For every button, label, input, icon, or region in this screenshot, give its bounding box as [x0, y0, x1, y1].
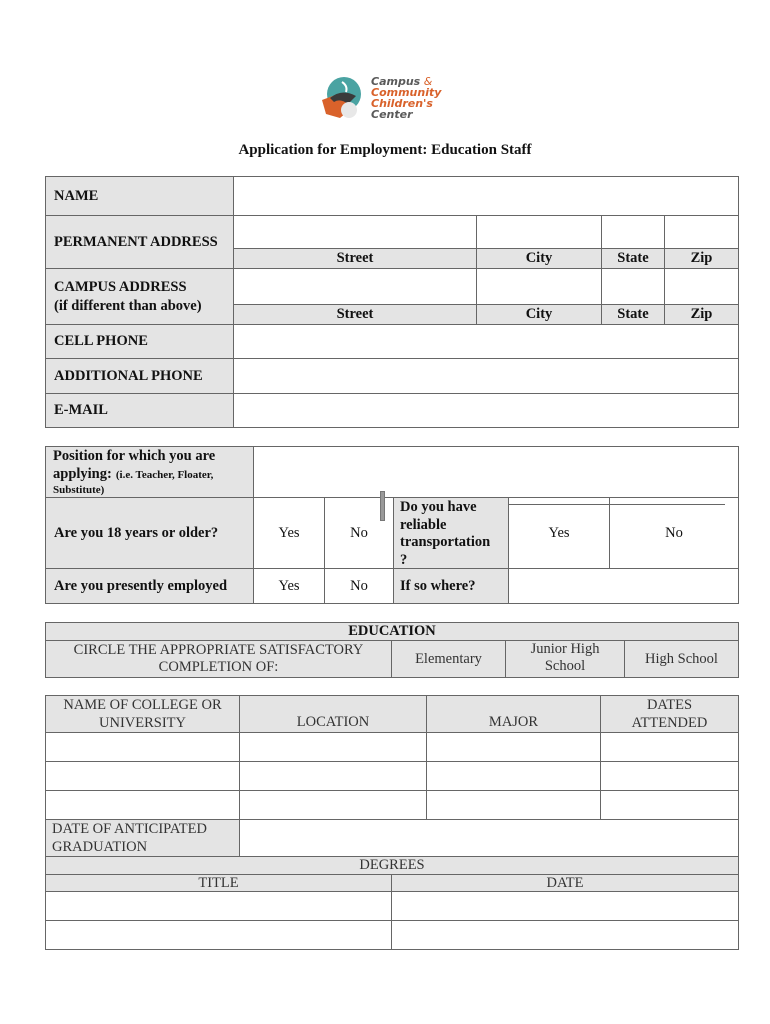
college-entry-row-3[interactable] [46, 791, 738, 819]
campus-city-caption: City [525, 306, 553, 322]
permanent-zip-caption: Zip [690, 250, 713, 266]
transport-line1: Do you have [400, 499, 477, 515]
logo-emblem-icon [312, 74, 368, 126]
permanent-street-caption: Street [336, 250, 374, 266]
degree-row-2[interactable] [46, 921, 738, 949]
campus-zip-field[interactable] [665, 269, 738, 304]
campus-address-label-text: CAMPUS ADDRESS [54, 279, 187, 295]
cell-phone-label: CELL PHONE [54, 333, 148, 349]
name-label: NAME [54, 187, 99, 204]
college-name-header-line2: UNIVERSITY [99, 715, 186, 731]
position-label [53, 448, 253, 498]
degree-date-header: DATE [392, 875, 738, 891]
campus-street-field[interactable] [234, 269, 476, 304]
transport-yes-option[interactable]: Yes [548, 524, 570, 541]
junior-high-line2: School [544, 658, 586, 674]
employed-no-option[interactable]: No [350, 577, 368, 594]
junior-high-option[interactable] [506, 641, 624, 677]
campus-state-caption: State [617, 306, 649, 322]
position-field[interactable] [254, 447, 738, 497]
employed-question: Are you presently employed [54, 577, 228, 594]
campus-address-note: (if different than above) [54, 298, 202, 314]
divider-handle-icon [380, 491, 385, 521]
email-field[interactable] [234, 394, 738, 427]
graduation-label-line2: GRADUATION [52, 839, 148, 855]
high-school-option[interactable]: High School [645, 650, 718, 667]
circle-instruction-line2: COMPLETION OF: [158, 659, 279, 675]
campus-address-label [54, 278, 234, 318]
position-label-applying: applying: [53, 466, 112, 482]
transport-line2: reliable [400, 516, 447, 533]
position-label-line1: Position for which you are [53, 448, 216, 464]
age-question: Are you 18 years or older? [54, 524, 219, 541]
additional-phone-field[interactable] [234, 359, 738, 393]
campus-street-caption: Street [336, 306, 374, 322]
campus-state-field[interactable] [602, 269, 664, 304]
transport-no-option[interactable]: No [665, 524, 683, 541]
campus-city-field[interactable] [477, 269, 601, 304]
major-header: MAJOR [488, 714, 539, 730]
permanent-city-field[interactable] [477, 216, 601, 248]
campus-zip-caption: Zip [690, 306, 713, 322]
age-no-option[interactable]: No [350, 524, 368, 541]
college-entry-row-1[interactable] [46, 733, 738, 761]
college-name-header [46, 696, 239, 732]
email-label: E-MAIL [54, 402, 108, 418]
junior-high-line1: Junior High [530, 641, 600, 657]
permanent-address-label: PERMANENT ADDRESS [54, 233, 218, 250]
college-name-header-line1: NAME OF COLLEGE OR [63, 697, 222, 713]
permanent-state-caption: State [617, 250, 649, 266]
permanent-street-field[interactable] [234, 216, 476, 248]
where-field[interactable] [509, 569, 738, 603]
logo-text-campus: Campus [371, 75, 421, 88]
degree-row-1[interactable] [46, 892, 738, 920]
logo-text-amp: & [423, 75, 433, 88]
education-header: EDUCATION [348, 623, 436, 639]
transport-question [400, 499, 508, 569]
position-label-note: (i.e. Teacher, Floater, [115, 469, 214, 481]
graduation-label-line1: DATE OF ANTICIPATED [52, 821, 207, 837]
position-label-line3: Substitute) [53, 484, 105, 496]
transport-line4: ? [400, 551, 408, 568]
dates-attended-line1: DATES [646, 697, 693, 713]
graduation-field[interactable] [240, 820, 738, 856]
circle-instruction [46, 641, 391, 678]
name-field[interactable] [234, 177, 738, 215]
age-yes-option[interactable]: Yes [278, 524, 300, 541]
permanent-city-caption: City [525, 250, 553, 266]
dates-attended-header [601, 696, 738, 732]
dates-attended-line2: ATTENDED [631, 715, 708, 731]
logo-text-center: Center [371, 108, 413, 121]
permanent-state-field[interactable] [602, 216, 664, 248]
logo [312, 74, 447, 126]
cell-phone-field[interactable] [234, 325, 738, 358]
transport-line3: transportation [400, 534, 491, 550]
page-title: Application for Employment: Education Staff [238, 141, 532, 158]
college-entry-row-2[interactable] [46, 762, 738, 790]
logo-text-childrens: Children's [371, 97, 433, 110]
permanent-zip-field[interactable] [665, 216, 738, 248]
where-question: If so where? [400, 577, 476, 594]
logo-text-community: Community [371, 86, 442, 99]
additional-phone-label: ADDITIONAL PHONE [54, 367, 203, 384]
circle-instruction-line1: CIRCLE THE APPROPRIATE SATISFACTORY [73, 642, 364, 658]
degrees-header: DEGREES [46, 857, 738, 874]
elementary-option[interactable]: Elementary [415, 650, 482, 667]
location-header: LOCATION [296, 714, 370, 730]
graduation-label [52, 820, 239, 856]
degree-title-header: TITLE [46, 875, 391, 891]
employed-yes-option[interactable]: Yes [278, 577, 300, 594]
